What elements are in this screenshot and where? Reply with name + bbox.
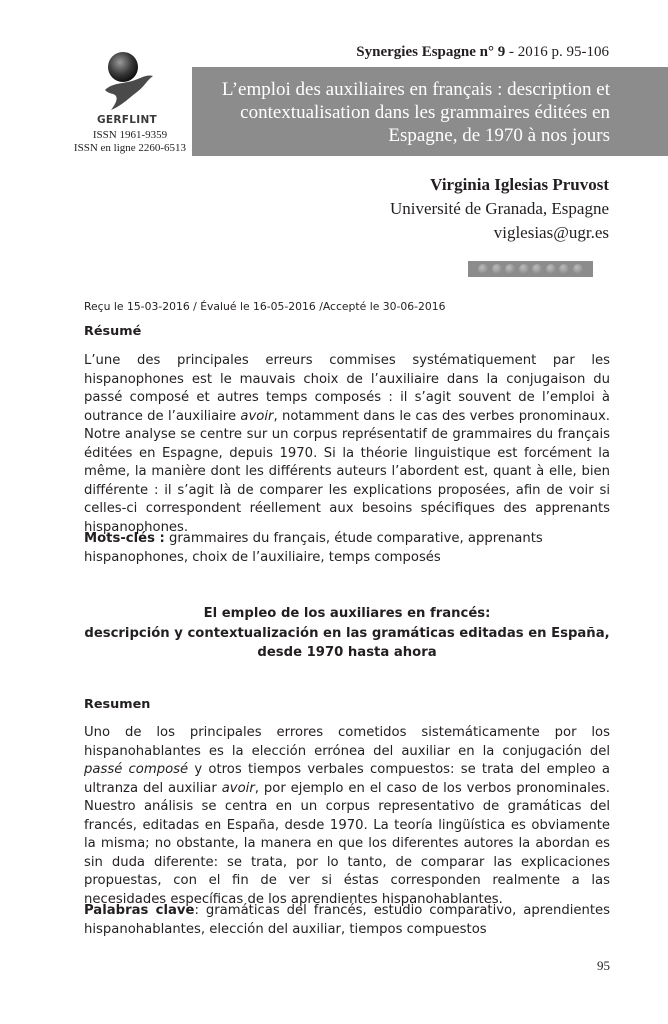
dot-icon [492, 264, 502, 274]
spanish-title [84, 604, 610, 663]
issn-block [60, 129, 200, 155]
resumen-emphasis: avoir [221, 780, 255, 796]
page-number: 95 [597, 958, 610, 973]
palabras-clave [84, 902, 610, 939]
author-block [390, 173, 609, 245]
dot-icon [532, 264, 542, 274]
journal-name: Synergies Espagne n° 9 [356, 44, 506, 60]
spanish-title-line: El empleo de los auxiliares en francés: [203, 606, 491, 621]
resume-text-part: L’une des principales erreurs commises systématiquement par les hispanophones est le mauvais choix de l’auxiliaire dans la conjugaison du passé composé et autres temps composés : il s’agit souvent de l’emploi à outrance de l’auxiliaire [84, 353, 610, 424]
author-affiliation: Université de Granada, Espagne [389, 199, 609, 218]
resumen-text-part: , por ejemplo en el caso de los verbos pronominales. Nuestro análisis se centra en un corpus representativo de gramáticas del francés, editadas en España, desde 1970. La teoría lingüística es obviamente la misma; no obstante, la manera en que los diferentes autores la abordan es sin duda diferente: se trata, por lo tanto, de comparar las explicaciones propuestas, con el fin de ver si éstas corresponden realmente a las necesidades específicas de los aprendientes hispanohablantes. [84, 780, 610, 907]
issn-print: ISSN 1961-9359 [92, 129, 168, 141]
palabras-clave-label: Palabras clave [84, 903, 195, 918]
mots-cles [84, 530, 610, 567]
dot-icon [573, 264, 583, 274]
issn-online: ISSN en ligne 2260-6513 [73, 142, 187, 154]
decorative-dots-bar [468, 261, 593, 277]
resumen-text [84, 724, 610, 909]
author-name: Virginia Iglesias Pruvost [430, 175, 609, 194]
dot-icon [478, 264, 488, 274]
resumen-emphasis: passé composé [84, 762, 189, 777]
dot-icon [546, 264, 556, 274]
resumen-heading: Resumen [84, 697, 151, 712]
mots-cles-text: grammaires du français, étude comparative, apprenants hispanophones, choix de l’auxiliaire, temps composés [84, 531, 543, 565]
journal-pages: - 2016 p. 95-106 [505, 44, 609, 60]
journal-header [356, 44, 609, 61]
resume-emphasis: avoir [240, 408, 274, 424]
spanish-title-line: descripción y contextualización en las gramáticas editadas en España, desde 1970 hasta ahora [84, 625, 610, 660]
resumen-text-part: y otros tiempos verbales compuestos: se trata del empleo a ultranza del auxiliar [84, 762, 610, 796]
resume-text [84, 352, 610, 537]
resumen-text-part: Uno de los principales errores cometidos sistemáticamente por los hispanohablantes es la elección errónea del auxiliar en la conjugación del [84, 725, 610, 759]
mots-cles-label: Mots-clés : [84, 531, 165, 546]
resume-heading: Résumé [84, 324, 142, 339]
submission-dates: Reçu le 15-03-2016 / Évalué le 16-05-2016 /Accepté le 30-06-2016 [84, 300, 446, 313]
dot-icon [519, 264, 529, 274]
resume-text-part: , notamment dans le cas des verbes pronominaux. Notre analyse se centre sur un corpus représentatif de grammaires du français éditées en Espagne, depuis 1970. Si la théorie linguistique est forcément la même, la manière dont les différents auteurs l’abordent est, quant à elle, bien différente : il s’agit là de comparer les explications proposées, afin de voir si celles-ci correspondent réellement aux besoins spécifiques des apprenants hispanophones. [84, 408, 610, 535]
author-email: viglesias@ugr.es [493, 223, 609, 242]
palabras-clave-text: : gramáticas del francés, estudio comparativo, aprendientes hispanohablantes, elección del auxiliar, tiempos compuestos [84, 903, 610, 937]
gerflint-logo [97, 50, 159, 120]
article-title: L’emploi des auxiliaires en français : description et contextualisation dans les grammaires éditées en Espagne, de 1970 à nos jours [221, 79, 610, 146]
logo-wordmark: GERFLINT [97, 114, 157, 126]
dot-icon [505, 264, 515, 274]
dot-icon [559, 264, 569, 274]
